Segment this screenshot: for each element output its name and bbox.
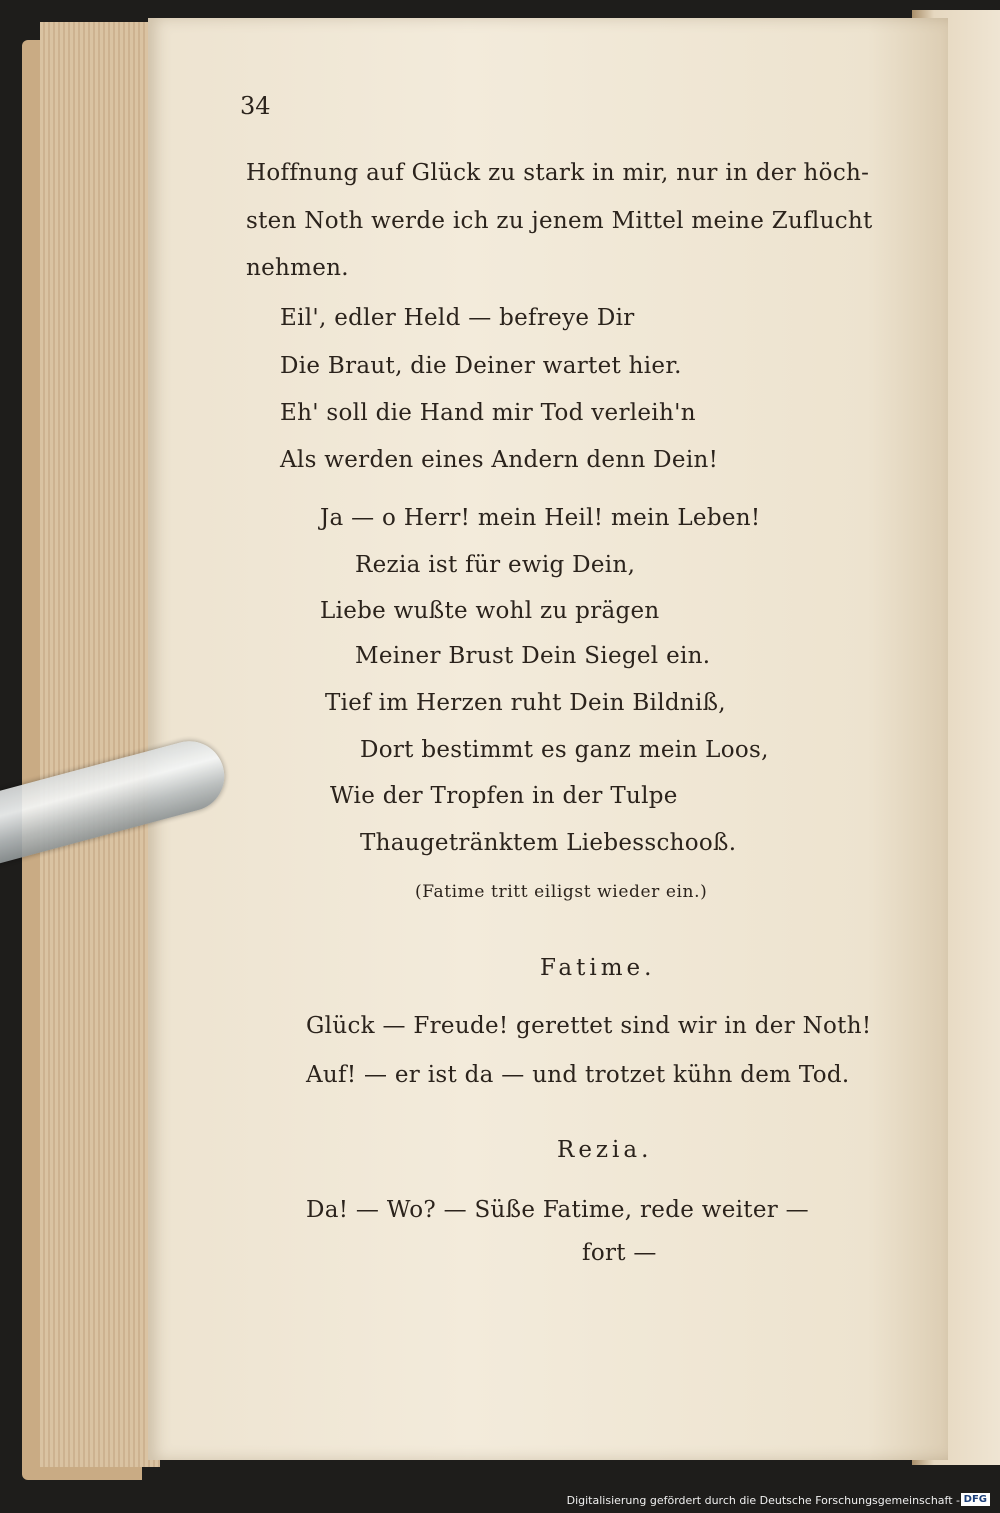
verse-line: Als werden eines Andern denn Dein! xyxy=(280,447,719,473)
page-number: 34 xyxy=(240,92,271,120)
prose-line: sten Noth werde ich zu jenem Mittel meine Zuflucht xyxy=(246,208,873,234)
verse-line: Liebe wußte wohl zu prägen xyxy=(320,598,660,624)
verse-line: Tief im Herzen ruht Dein Bildniß, xyxy=(325,690,726,716)
speaker-name: Fatime. xyxy=(540,955,656,981)
stage-direction: (Fatime tritt eiligst wieder ein.) xyxy=(415,882,708,902)
dfg-logo: DFG xyxy=(961,1493,990,1506)
verse-line: Ja — o Herr! mein Heil! mein Leben! xyxy=(320,505,761,531)
verse-line: Wie der Tropfen in der Tulpe xyxy=(330,783,678,809)
speech-line: Da! — Wo? — Süße Fatime, rede weiter — xyxy=(306,1197,809,1223)
speaker-name: Rezia. xyxy=(557,1137,653,1163)
speech-line: fort — xyxy=(582,1240,657,1266)
verse-line: Thaugetränktem Liebesschooß. xyxy=(360,830,737,856)
verse-line: Eil', edler Held — befreye Dir xyxy=(280,305,635,331)
verse-line: Die Braut, die Deiner wartet hier. xyxy=(280,353,682,379)
verse-line: Dort bestimmt es ganz mein Loos, xyxy=(360,737,769,763)
prose-line: Hoffnung auf Glück zu stark in mir, nur in der höch- xyxy=(246,160,870,186)
digitization-credit: Digitalisierung gefördert durch die Deutsche Forschungsgemeinschaft - xyxy=(566,1494,960,1507)
page-stack-edge xyxy=(40,22,160,1467)
prose-line: nehmen. xyxy=(246,255,349,281)
verse-line: Rezia ist für ewig Dein, xyxy=(355,552,636,578)
speech-line: Auf! — er ist da — und trotzet kühn dem Tod. xyxy=(306,1062,850,1088)
speech-line: Glück — Freude! gerettet sind wir in der Noth! xyxy=(306,1013,872,1039)
verse-line: Eh' soll die Hand mir Tod verleih'n xyxy=(280,400,696,426)
verse-line: Meiner Brust Dein Siegel ein. xyxy=(355,643,711,669)
